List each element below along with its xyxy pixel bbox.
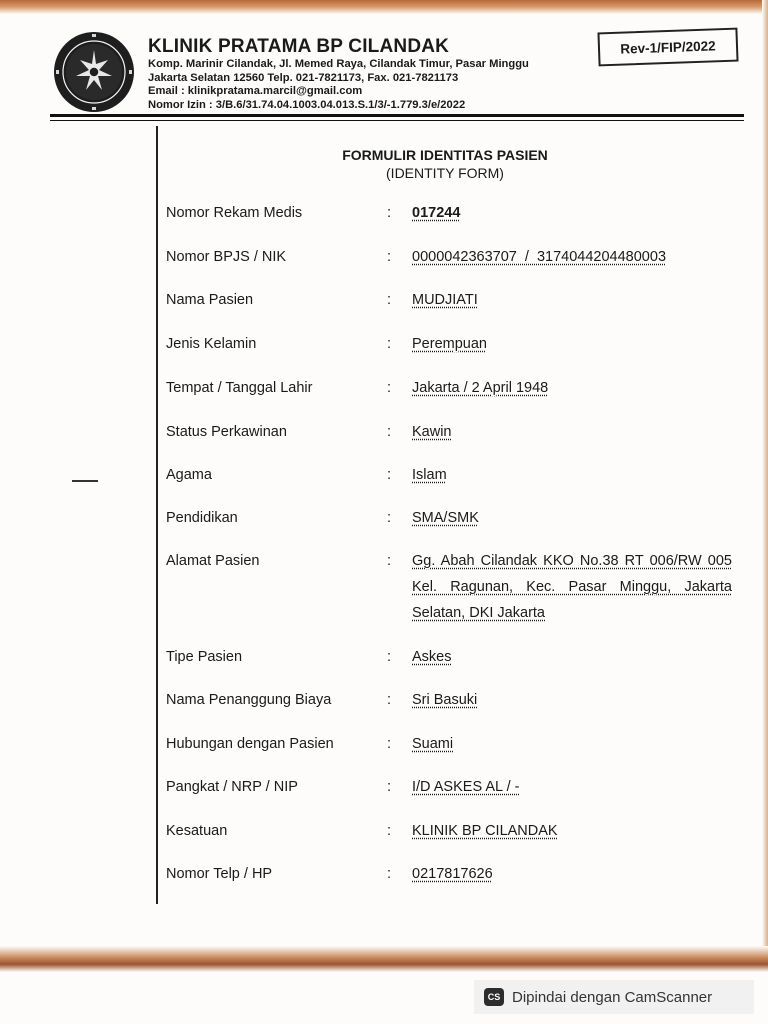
paper-top-edge (0, 0, 768, 14)
field-separator: : (387, 649, 392, 665)
field-separator: : (387, 692, 392, 708)
field-value: Jakarta / 2 April 1948 (412, 380, 549, 396)
field-separator: : (387, 380, 392, 396)
field-value: Gg. Abah Cilandak KKO No.38 RT 006/RW 005 Kel. Ragunan, Kec. Pasar Minggu, Jakarta Selatan, DKI Jakarta (412, 553, 732, 621)
field-label: Tempat / Tanggal Lahir (166, 380, 313, 396)
camscanner-badge (474, 980, 754, 1014)
field-label: Nomor BPJS / NIK (166, 249, 287, 265)
field-label: Pendidikan (166, 510, 238, 526)
field-separator: : (387, 866, 392, 882)
header-rule-thick (50, 114, 744, 117)
field-separator: : (387, 736, 392, 752)
camscanner-icon: CS (484, 988, 504, 1006)
camscanner-text: Dipindai dengan CamScanner (512, 988, 713, 1006)
paper-right-edge (762, 0, 768, 960)
form-subtitle: (IDENTITY FORM) (386, 165, 504, 181)
clinic-contact-block (148, 58, 529, 112)
field-label: Tipe Pasien (166, 649, 243, 665)
form-title: FORMULIR IDENTITAS PASIEN (342, 147, 548, 163)
field-value: MUDJIATI (412, 292, 478, 308)
field-separator: : (387, 249, 392, 265)
clinic-emblem-icon (52, 30, 136, 114)
field-label: Nomor Rekam Medis (166, 205, 303, 221)
permit-line: Nomor Izin : 3/B.6/31.74.04.1003.04.013.S.1/3/-1.779.3/e/2022 (148, 98, 466, 111)
field-value: 0217817626 (412, 866, 493, 882)
revision-code-box: Rev-1/FIP/2022 (597, 28, 738, 67)
field-label: Pangkat / NRP / NIP (166, 779, 298, 795)
address-line-2: Jakarta Selatan 12560 Telp. 021-7821173, Fax. 021-7821173 (148, 71, 459, 84)
field-value: 0000042363707 / 3174044204480003 (412, 249, 667, 265)
field-separator: : (387, 467, 392, 483)
address-line-1: Komp. Marinir Cilandak, Jl. Memed Raya, Cilandak Timur, Pasar Minggu (148, 58, 529, 70)
field-label: Agama (166, 467, 212, 483)
field-separator: : (387, 823, 392, 839)
field-value: Kawin (412, 424, 452, 440)
field-separator: : (387, 336, 392, 352)
field-label: Alamat Pasien (166, 553, 260, 569)
field-separator: : (387, 424, 392, 440)
field-value: 017244 (412, 205, 461, 221)
left-margin-line (156, 126, 158, 904)
field-value: I/D ASKES AL / - (412, 779, 520, 795)
field-label: Kesatuan (166, 823, 228, 839)
field-label: Nama Pasien (166, 292, 254, 308)
field-separator: : (387, 510, 392, 526)
field-label: Nama Penanggung Biaya (166, 692, 332, 708)
field-separator: : (387, 779, 392, 795)
field-label: Nomor Telp / HP (166, 866, 273, 882)
field-label: Status Perkawinan (166, 424, 287, 440)
field-label: Jenis Kelamin (166, 336, 257, 352)
field-separator: : (387, 553, 392, 569)
field-separator: : (387, 292, 392, 308)
field-value: KLINIK BP CILANDAK (412, 823, 558, 839)
field-value: Suami (412, 736, 454, 752)
field-label: Hubungan dengan Pasien (166, 736, 334, 752)
header-rule-thin (50, 120, 744, 121)
field-value: Sri Basuki (412, 692, 478, 708)
clinic-name: KLINIK PRATAMA BP CILANDAK (148, 36, 450, 57)
field-value: Islam (412, 467, 447, 483)
field-value: Perempuan (412, 336, 487, 352)
email-line: Email : klinikpratama.marcil@gmail.com (148, 85, 363, 98)
paper-bottom-edge (0, 946, 768, 972)
margin-mark (72, 480, 98, 482)
field-separator: : (387, 205, 392, 221)
field-value: SMA/SMK (412, 510, 479, 526)
field-value: Askes (412, 649, 452, 665)
